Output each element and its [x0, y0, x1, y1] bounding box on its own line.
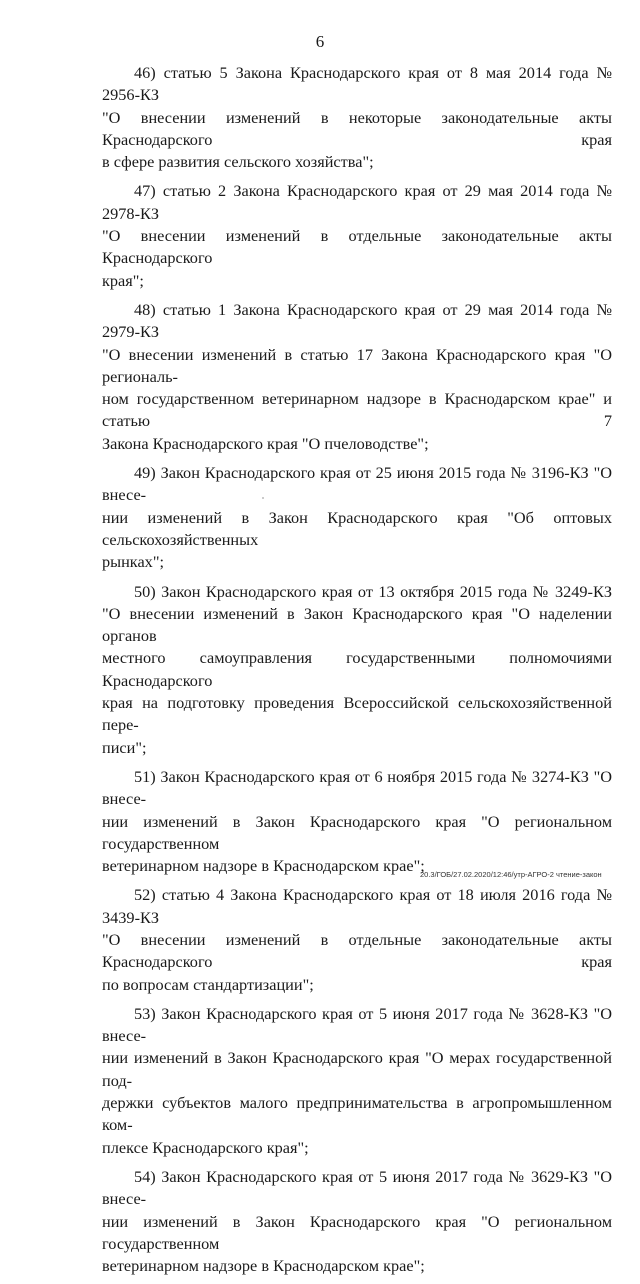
item-line: местного самоуправления государственными полномочиями Краснодарского: [102, 648, 612, 690]
item-line: 52) статью 4 Закона Краснодарского края от 18 июля 2016 года № 3439-КЗ: [102, 885, 612, 927]
list-item: [102, 62, 612, 173]
list-item: [102, 766, 612, 877]
item-line: "О внесении изменений в отдельные законодательные акты Краснодарского: [102, 226, 612, 268]
scan-speck: [262, 497, 264, 499]
item-line: 53) Закон Краснодарского края от 5 июня 2017 года № 3628-КЗ "О внесе-: [102, 1003, 612, 1046]
item-line: ветеринарном надзоре в Краснодарском крае";: [102, 1256, 425, 1276]
list-item: [102, 884, 612, 995]
item-line: 46) статью 5 Закона Краснодарского края от 8 мая 2014 года № 2956-КЗ: [102, 63, 612, 105]
item-line: нии изменений в Закон Краснодарского края "Об оптовых сельскохозяйственных: [102, 507, 612, 549]
item-line: 48) статью 1 Закона Краснодарского края от 29 мая 2014 года № 2979-КЗ: [102, 299, 612, 342]
list-item: [102, 1003, 612, 1159]
item-line: 51) Закон Краснодарского края от 6 ноября 2015 года № 3274-КЗ "О внесе-: [102, 766, 612, 809]
item-line: 54) Закон Краснодарского края от 5 июня 2017 года № 3629-КЗ "О внесе-: [102, 1166, 612, 1209]
item-line: края";: [102, 270, 144, 290]
footer-stamp: 20.3/ГОБ/27.02.2020/12:46/утр-АГРО-2 чтение-закон: [420, 870, 602, 879]
document-body: [102, 62, 612, 1284]
list-item: [102, 1166, 612, 1277]
item-line: Закона Краснодарского края "О пчеловодстве";: [102, 433, 429, 453]
item-line: 50) Закон Краснодарского края от 13 октября 2015 года № 3249-КЗ: [134, 581, 612, 601]
item-line: "О внесении изменений в Закон Краснодарского края "О наделении органов: [102, 603, 612, 646]
list-item: [102, 462, 612, 573]
item-line: плексе Краснодарского края";: [102, 1137, 309, 1157]
item-line: писи";: [102, 737, 147, 757]
item-line: 49) Закон Краснодарского края от 25 июня 2015 года № 3196-КЗ "О внесе-: [102, 463, 612, 505]
item-line: нии изменений в Закон Краснодарского края "О региональном государственном: [102, 811, 612, 853]
item-line: 47) статью 2 Закона Краснодарского края от 29 мая 2014 года № 2978-КЗ: [102, 181, 612, 223]
list-item: [102, 581, 612, 759]
item-line: края на подготовку проведения Всероссийской сельскохозяйственной пере-: [102, 693, 612, 735]
item-line: ветеринарном надзоре в Краснодарском крае";: [102, 856, 425, 876]
list-item: [102, 299, 612, 455]
item-line: по вопросам стандартизации";: [102, 974, 314, 994]
item-line: нии изменений в Закон Краснодарского края "О мерах государственной под-: [102, 1048, 612, 1090]
page-number: 6: [315, 32, 325, 51]
item-line: нии изменений в Закон Краснодарского края "О региональном государственном: [102, 1211, 612, 1253]
item-line: "О внесении изменений в отдельные законодательные акты Краснодарского края: [102, 929, 612, 972]
item-line: в сфере развития сельского хозяйства";: [102, 152, 374, 172]
list-item: [102, 180, 612, 291]
item-line: ном государственном ветеринарном надзоре в Краснодарском крае" и статью 7: [102, 389, 612, 431]
item-line: "О внесении изменений в некоторые законодательные акты Краснодарского края: [102, 107, 612, 149]
item-line: "О внесении изменений в статью 17 Закона Краснодарского края "О региональ-: [102, 344, 612, 386]
item-line: рынках";: [102, 552, 164, 572]
item-line: держки субъектов малого предпринимательства в агропромышленном ком-: [102, 1093, 612, 1135]
